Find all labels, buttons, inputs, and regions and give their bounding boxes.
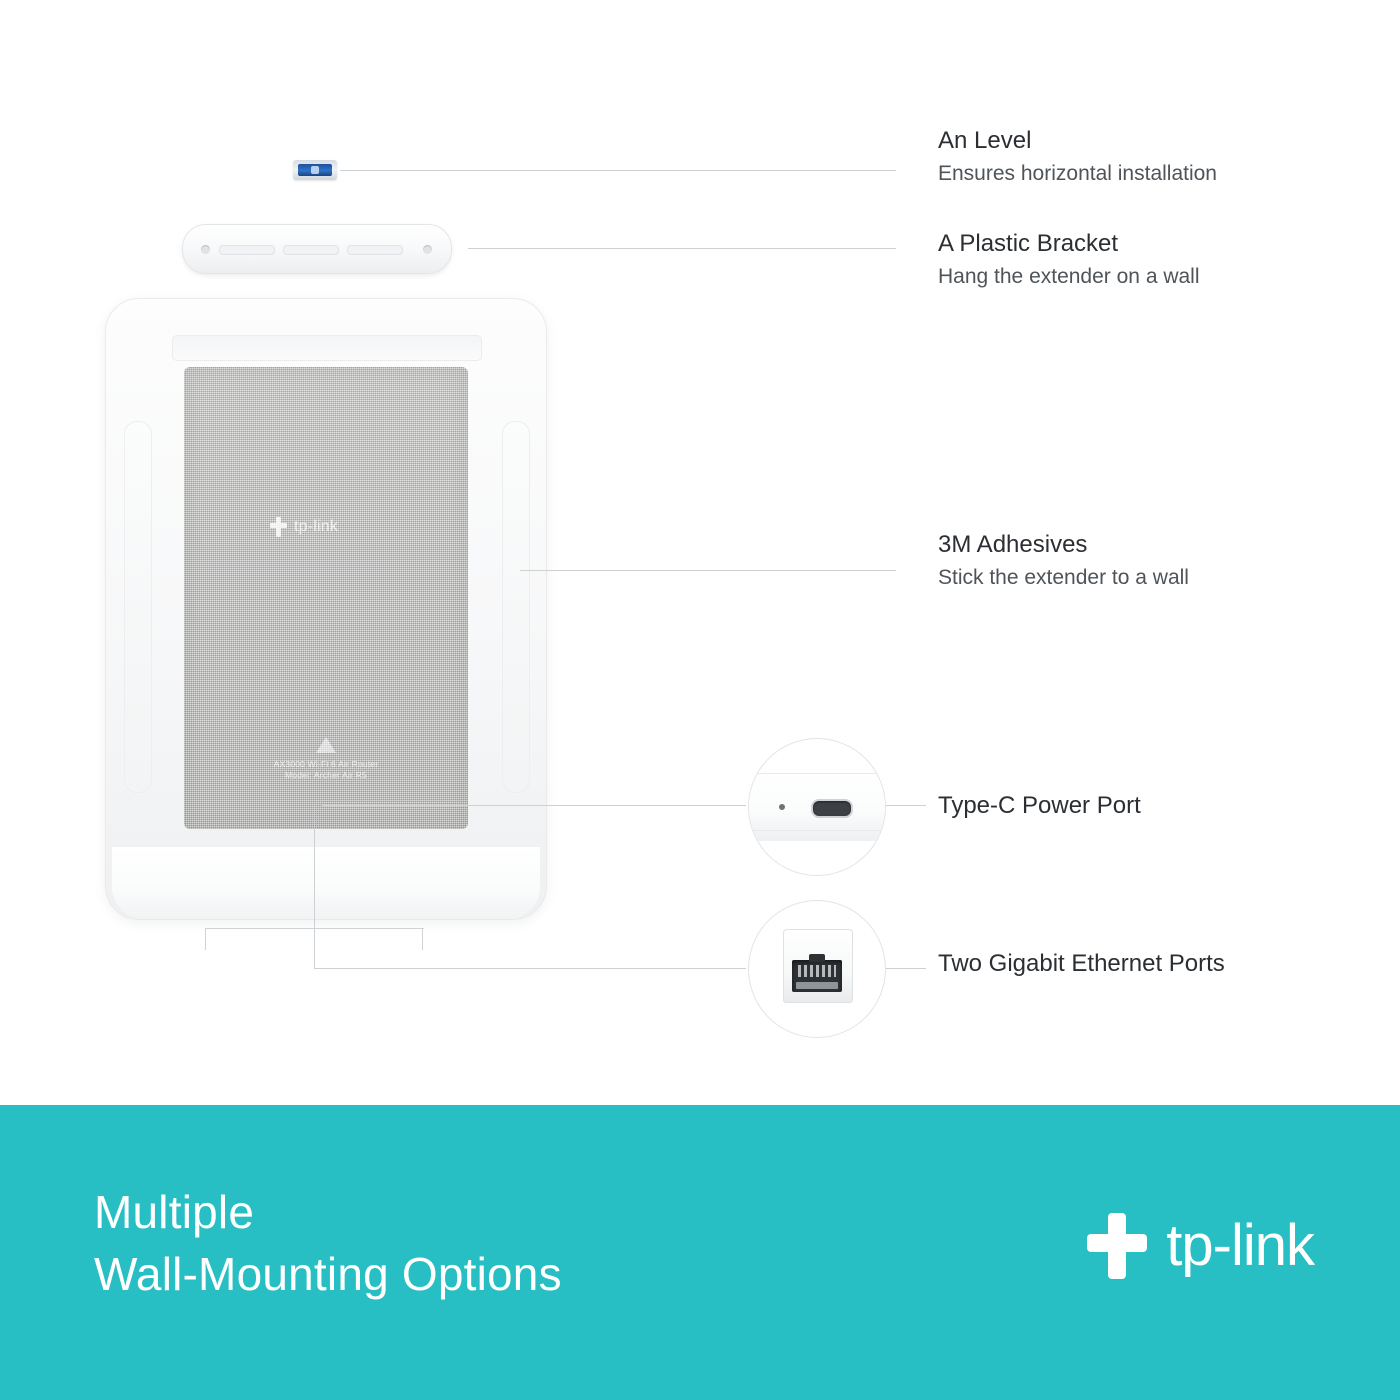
banner-headline-line1: Multiple (94, 1186, 255, 1238)
router-fabric-panel (184, 367, 468, 829)
leader-line-typec (322, 805, 746, 806)
banner-headline (94, 1181, 562, 1305)
adhesive-strip-right (502, 421, 530, 793)
rj45-notch (809, 954, 825, 962)
device-model-line2: Model: Archer Air R5 (285, 770, 367, 780)
bracket-screw-hole (423, 245, 432, 254)
device-model-line1: AX3000 Wi-Fi 6 Air Router (273, 759, 379, 769)
warning-triangle-icon (316, 737, 336, 753)
callout-ethernet (938, 949, 1225, 979)
plastic-bracket-part (182, 224, 452, 274)
leader-line-ethernet-vertical (314, 805, 315, 968)
level-vial (298, 164, 332, 176)
callout-ethernet-title: Two Gigabit Ethernet Ports (938, 950, 1225, 977)
banner-brand-logo (1084, 1213, 1314, 1279)
tp-link-logo-text: tp-link (294, 518, 339, 535)
callout-adhesives (938, 530, 1189, 593)
callout-adhesives-sub: Stick the extender to a wall (938, 566, 1189, 589)
bracket-screw-hole (201, 245, 210, 254)
typec-port-face (749, 773, 885, 841)
leader-line-bracket (468, 248, 896, 249)
bracket-slot (219, 245, 275, 255)
tp-link-mark-icon (268, 517, 288, 537)
rj45-jack-icon (792, 960, 842, 992)
leader-line-typec-right (884, 805, 926, 806)
bracket-slot (347, 245, 403, 255)
callout-typec-title: Type-C Power Port (938, 792, 1141, 819)
ethernet-port-face (783, 929, 853, 1003)
router-device (105, 298, 547, 920)
router-top-vent (172, 335, 482, 361)
callout-level-sub: Ensures horizontal installation (938, 162, 1217, 185)
ethernet-port-detail-circle (748, 900, 886, 1038)
leader-line-ethernet (314, 968, 746, 969)
callout-bracket (938, 229, 1200, 292)
typec-edge-bottom (749, 830, 885, 831)
leader-line-level (340, 170, 896, 171)
typec-port-detail-circle (748, 738, 886, 876)
rj45-pins (798, 965, 836, 977)
adhesive-strip-left (124, 421, 152, 793)
banner-headline-line2: Wall-Mounting Options (94, 1248, 562, 1300)
callout-level (938, 126, 1217, 189)
tp-link-mark-icon (1084, 1213, 1150, 1279)
callout-bracket-title: A Plastic Bracket (938, 230, 1119, 257)
callout-adhesives-title: 3M Adhesives (938, 531, 1088, 558)
typec-port-icon (811, 799, 853, 818)
leader-line-adhesives (520, 570, 896, 571)
callout-level-title: An Level (938, 127, 1032, 154)
bracket-slot (283, 245, 339, 255)
banner-brand-text: tp-link (1166, 1213, 1314, 1278)
bubble-level-part (293, 160, 337, 180)
tp-link-logo-on-device (268, 517, 338, 537)
callout-bracket-sub: Hang the extender on a wall (938, 265, 1200, 288)
device-model-label (184, 759, 468, 781)
leader-line-ethernet-right (884, 968, 926, 969)
bottom-banner (0, 1105, 1400, 1400)
reset-pinhole-icon (779, 804, 785, 810)
rj45-sill (796, 982, 838, 989)
callout-typec (938, 791, 1141, 821)
router-base (112, 846, 540, 919)
typec-edge-top (749, 773, 885, 774)
